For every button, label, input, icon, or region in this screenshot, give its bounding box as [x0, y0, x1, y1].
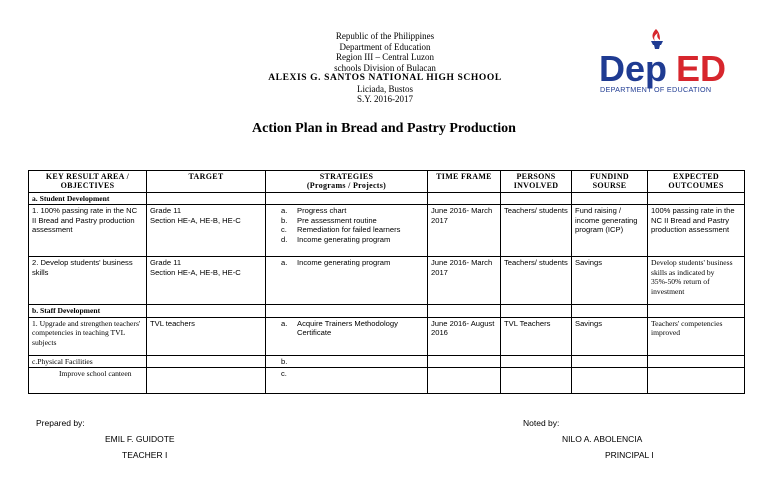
- torch-icon: [651, 29, 663, 49]
- target-cell: TVL teachers: [147, 317, 266, 355]
- target-cell: Grade 11 Section HE-A, HE-B, HE-C: [147, 257, 266, 305]
- objective-cell: 2. Develop students' business skills: [29, 257, 147, 305]
- noted-by-title: PRINCIPAL I: [605, 450, 654, 460]
- section-physical-label: c.Physical Facilities: [29, 355, 147, 367]
- strategies-cell: [266, 257, 428, 305]
- school-name: ALEXIS G. SANTOS NATIONAL HIGH SCHOOL: [268, 73, 502, 83]
- col-target: TARGET: [147, 171, 266, 193]
- table-row: [29, 317, 745, 355]
- header-line-1: Republic of the Philippines: [335, 31, 435, 41]
- header-line-3: Region III – Central Luzon: [336, 52, 434, 62]
- school-year: S.Y. 2016-2017: [356, 94, 414, 104]
- prepared-by-name: EMIL F. GUIDOTE: [105, 434, 175, 444]
- logo-dep-text: Dep: [599, 48, 668, 89]
- objective-cell: Improve school canteen: [29, 368, 147, 394]
- fund-cell: Fund raising / income generating program (ICP): [572, 205, 648, 257]
- time-frame-cell: June 2016- March 2017: [428, 205, 501, 257]
- strategy-item: b. Pre assessment routine: [281, 215, 377, 225]
- strategies-cell: [266, 205, 428, 257]
- logo-ed-text: ED: [676, 48, 727, 89]
- col-expected: EXPECTED OUTCOUMES: [648, 171, 745, 193]
- section-student-label: a. Student Development: [29, 193, 147, 205]
- col-strategies: STRATEGIES (Programs / Projects): [266, 171, 428, 193]
- header-line-4: schools Division of Bulacan: [334, 62, 436, 73]
- prepared-by-title: TEACHER I: [122, 450, 168, 460]
- persons-cell: TVL Teachers: [501, 317, 572, 355]
- strategy-item: c. Remediation for failed learners: [281, 225, 401, 235]
- strategy-marker-c: c.: [281, 369, 287, 379]
- prepared-by-label: Prepared by:: [36, 418, 85, 428]
- section-row-staff: [29, 305, 745, 317]
- header-line-2: Department of Education: [339, 41, 431, 52]
- deped-logo: [597, 25, 737, 95]
- objective-cell: 1. 100% passing rate in the NC II Bread and Pastry production assessment: [29, 205, 147, 257]
- table-row: [29, 368, 745, 394]
- logo-subtitle: DEPARTMENT OF EDUCATION: [600, 85, 712, 94]
- target-cell: Grade 11 Section HE-A, HE-B, HE-C: [147, 205, 266, 257]
- table-row: [29, 205, 745, 257]
- strategy-item: d. Income generating program: [281, 234, 391, 244]
- section-row-physical: [29, 355, 745, 367]
- section-row-student: [29, 193, 745, 205]
- table-row: [29, 257, 745, 305]
- strategies-cell: [266, 368, 428, 394]
- time-frame-cell: June 2016- March 2017: [428, 257, 501, 305]
- col-persons: PERSONS INVOLVED: [501, 171, 572, 193]
- table-header-row: [29, 171, 745, 193]
- strategy-item: a. Progress chart: [281, 206, 347, 216]
- fund-cell: Savings: [572, 317, 648, 355]
- noted-by-label: Noted by:: [523, 418, 560, 428]
- section-staff-label: b. Staff Development: [29, 305, 147, 317]
- strategy-item: a. Acquire Trainers Methodology Certificate: [281, 318, 398, 338]
- outcome-cell: Teachers' competencies improved: [648, 317, 745, 355]
- col-time-frame: TIME FRAME: [428, 171, 501, 193]
- col-fund: FUNDIND SOURSE: [572, 171, 648, 193]
- strategy-marker-b: b.: [281, 356, 288, 366]
- noted-by-name: NILO A. ABOLENCIA: [562, 434, 643, 444]
- outcome-cell: Develop students' business skills as indicated by 35%-50% return of investment: [648, 257, 745, 305]
- outcome-cell: 100% passing rate in the NC II Bread and Pastry production assessment: [648, 205, 745, 257]
- action-plan-table: [28, 170, 745, 394]
- persons-cell: Teachers/ students: [501, 205, 572, 257]
- fund-cell: Savings: [572, 257, 648, 305]
- strategy-item: a. Income generating program: [281, 258, 391, 268]
- persons-cell: Teachers/ students: [501, 257, 572, 305]
- objective-cell: 1. Upgrade and strengthen teachers' competencies in teaching TVL subjects: [29, 317, 147, 355]
- strategies-cell: [266, 317, 428, 355]
- col-objectives: KEY RESULT AREA / OBJECTIVES: [29, 171, 147, 193]
- strategies-cell: [266, 355, 428, 367]
- time-frame-cell: June 2016- August 2016: [428, 317, 501, 355]
- document-header: [230, 31, 540, 105]
- school-address: Liciada, Bustos: [357, 83, 413, 94]
- page-title: Action Plan in Bread and Pastry Production: [252, 121, 516, 136]
